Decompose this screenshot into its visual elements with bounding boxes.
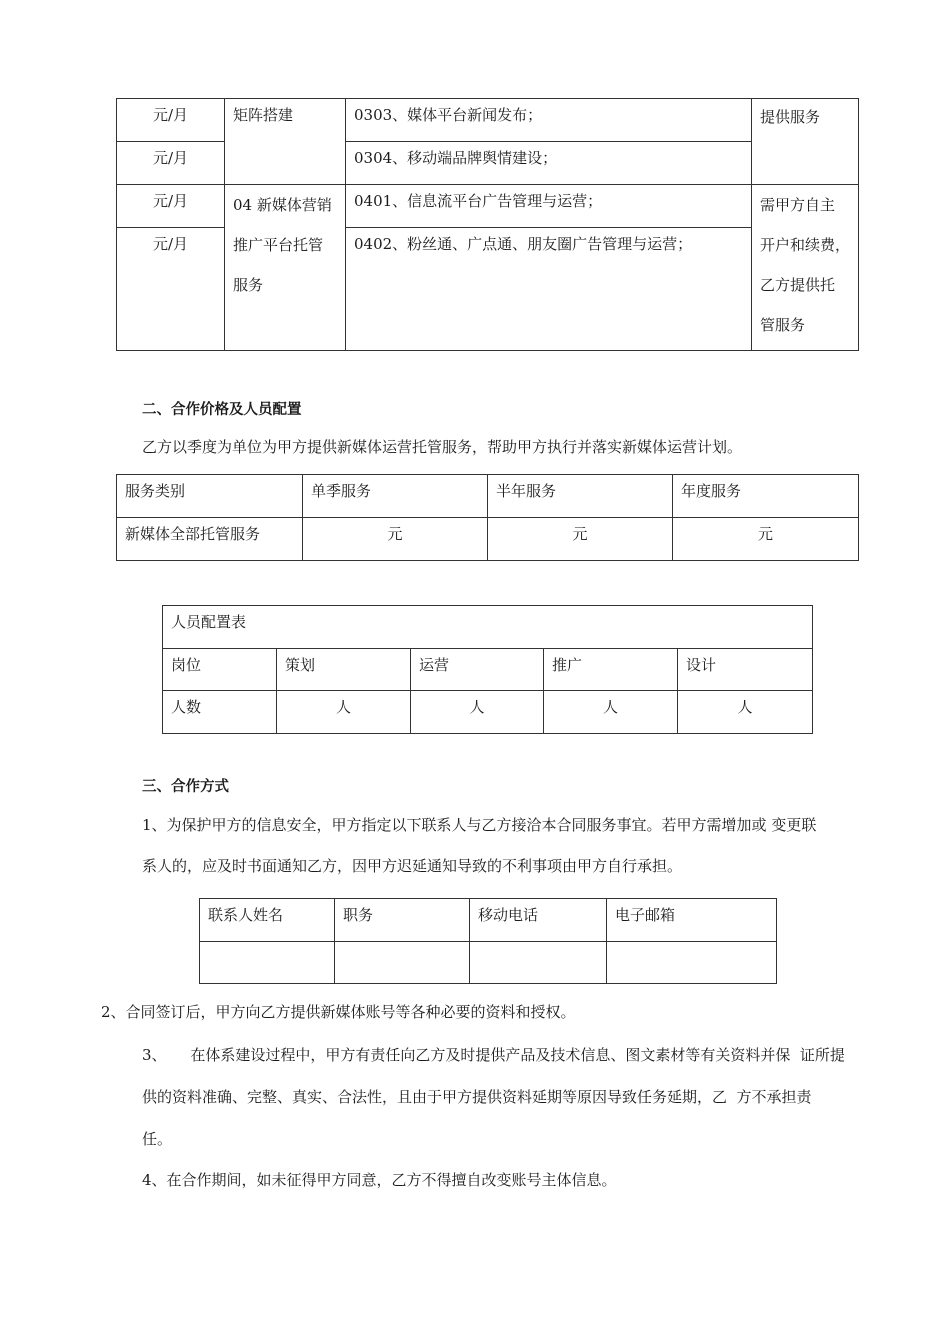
table-cell: 矩阵搭建: [225, 99, 346, 185]
table-header-cell: 策划: [277, 649, 411, 691]
table-cell: 人: [411, 691, 544, 734]
paragraph: 1、为保护甲方的信息安全，甲方指定以下联系人与乙方接洽本合同服务事宜。若甲方需增加或 变更联: [142, 816, 817, 834]
table-cell: [752, 185, 859, 351]
table-header-cell: 年度服务: [673, 475, 859, 518]
table-header-cell: 岗位: [163, 649, 277, 691]
table-cell: 0402、粉丝通、广点通、朋友圈广告管理与运营；: [346, 228, 752, 351]
table-cell: 元/月: [117, 142, 225, 185]
category-line: 推广平台托管: [233, 236, 324, 254]
contact-table: [199, 898, 777, 984]
table-header-cell: 服务类别: [117, 475, 303, 518]
table-cell: 元/月: [117, 185, 225, 228]
note-line: 管服务: [760, 316, 806, 334]
table-cell: 元/月: [117, 99, 225, 142]
table-header-cell: 设计: [678, 649, 813, 691]
table-cell[interactable]: [607, 942, 777, 984]
category-line: 04 新媒体营销: [233, 196, 332, 214]
table-header-cell: 半年服务: [488, 475, 673, 518]
table-cell: 人: [277, 691, 411, 734]
table-cell: 0303、媒体平台新闻发布；: [346, 99, 752, 142]
table-header-cell: 职务: [335, 899, 470, 942]
note-line: 需甲方自主: [760, 196, 836, 214]
table-cell: 提供服务: [752, 99, 859, 185]
paragraph: 任。: [142, 1130, 173, 1148]
table-header-cell: 移动电话: [470, 899, 607, 942]
paragraph: 4、在合作期间，如未征得甲方同意，乙方不得擅自改变账号主体信息。: [142, 1171, 617, 1189]
paragraph: 乙方以季度为单位为甲方提供新媒体运营托管服务，帮助甲方执行并落实新媒体运营计划。: [142, 438, 743, 456]
table-cell: 人数: [163, 691, 277, 734]
table-cell: 0401、信息流平台广告管理与运营；: [346, 185, 752, 228]
table-header-cell: 单季服务: [303, 475, 488, 518]
section-heading: 三、合作方式: [142, 779, 229, 795]
table-title-cell: 人员配置表: [163, 606, 813, 649]
paragraph: 供的资料准确、完整、真实、合法性，且由于甲方提供资料延期等原因导致任务延期，乙 方不承担责: [142, 1088, 812, 1106]
table-cell: 元/月: [117, 228, 225, 351]
table-cell: [225, 185, 346, 351]
table-header-cell: 联系人姓名: [200, 899, 335, 942]
table-cell: 新媒体全部托管服务: [117, 518, 303, 561]
category-line: 服务: [233, 276, 264, 294]
section-heading: 二、合作价格及人员配置: [142, 402, 302, 418]
table-cell[interactable]: [470, 942, 607, 984]
table-cell[interactable]: [200, 942, 335, 984]
service-items-table: [116, 98, 859, 351]
paragraph: 3、 在体系建设过程中，甲方有责任向乙方及时提供产品及技术信息、图文素材等有关资料并保 证所提: [142, 1046, 845, 1064]
table-cell: 元: [303, 518, 488, 561]
note-line: 乙方提供托: [760, 276, 836, 294]
price-table: [116, 474, 859, 561]
staff-table: [162, 605, 813, 734]
note-line: 开户和续费，: [760, 236, 851, 254]
table-cell: 元: [673, 518, 859, 561]
table-header-cell: 电子邮箱: [607, 899, 777, 942]
table-cell: 人: [544, 691, 678, 734]
paragraph: 2、合同签订后，甲方向乙方提供新媒体账号等各种必要的资料和授权。: [101, 1003, 576, 1021]
table-cell: 元: [488, 518, 673, 561]
table-cell[interactable]: [335, 942, 470, 984]
table-cell: 人: [678, 691, 813, 734]
table-header-cell: 推广: [544, 649, 678, 691]
paragraph: 系人的，应及时书面通知乙方，因甲方迟延通知导致的不利事项由甲方自行承担。: [142, 857, 683, 875]
table-header-cell: 运营: [411, 649, 544, 691]
table-cell: 0304、移动端品牌舆情建设；: [346, 142, 752, 185]
